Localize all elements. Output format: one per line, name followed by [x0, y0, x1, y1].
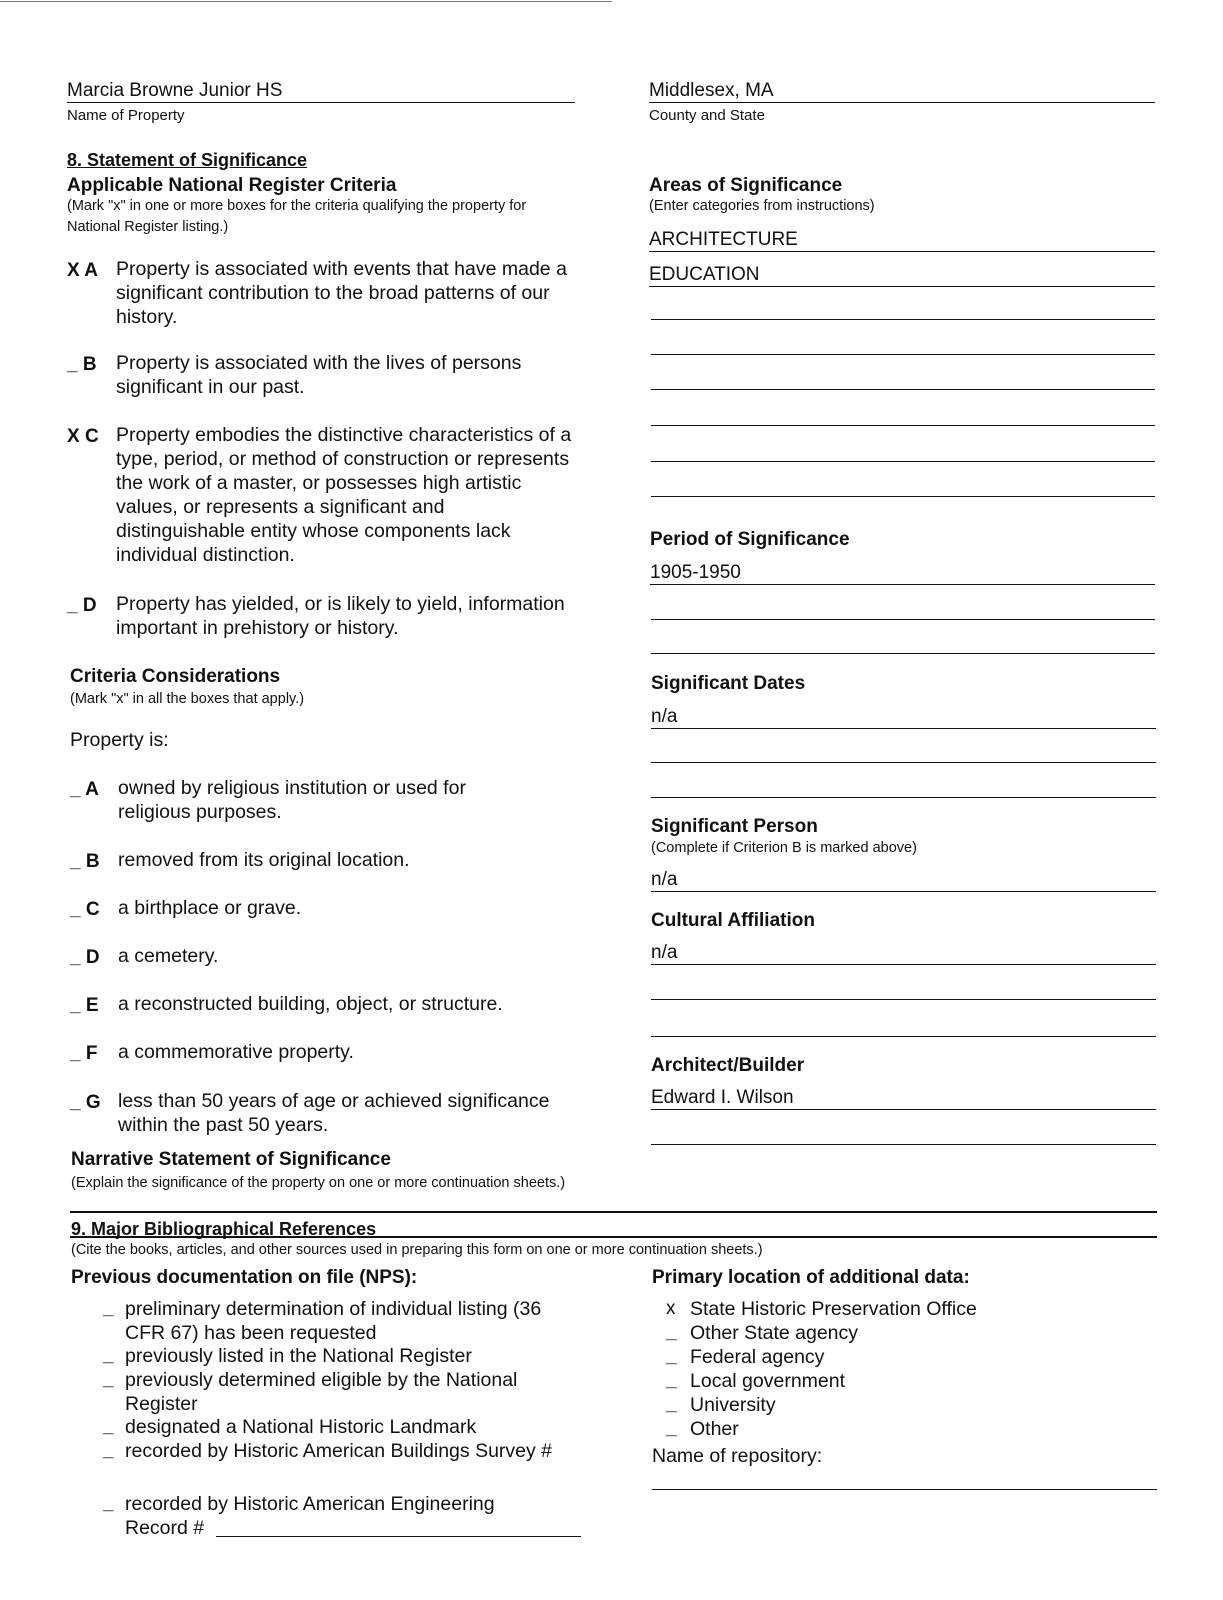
period-heading: Period of Significance: [650, 529, 850, 550]
architect-field-2[interactable]: [651, 1144, 1156, 1145]
criterion-c-text: Property embodies the distinctive characteristics of a type, period, or method of construction or represents the work of a master, or possesses high artistic values, or represents a significant and distinguishable entity whose components lack individual distinction.: [116, 424, 572, 566]
primary-item-6-mark[interactable]: _: [666, 1418, 677, 1439]
consideration-g-mark[interactable]: _ G: [70, 1092, 101, 1113]
period-field-1[interactable]: [650, 562, 1155, 585]
criterion-a-text: Property is associated with events that have made a significant contribution to the broad patterns of our history.: [116, 258, 567, 328]
primary-item-6-text: Other: [690, 1418, 739, 1440]
property-name-field[interactable]: [67, 80, 575, 103]
narrative-heading: Narrative Statement of Significance: [71, 1149, 391, 1170]
prev-item-3-mark[interactable]: _: [103, 1369, 114, 1390]
section-8-title: 8. Statement of Significance: [67, 150, 308, 170]
primary-item-1-mark[interactable]: x: [666, 1298, 676, 1319]
area-field-2[interactable]: [649, 264, 1155, 287]
criterion-a-mark[interactable]: X A: [67, 260, 98, 281]
prev-item-4-text: designated a National Historic Landmark: [125, 1416, 477, 1438]
consideration-c-mark[interactable]: _ C: [70, 899, 100, 920]
area-field-5[interactable]: [651, 389, 1155, 390]
cultural-heading: Cultural Affiliation: [651, 910, 815, 931]
scan-edge-line: [0, 1, 612, 2]
repository-field[interactable]: [652, 1489, 1157, 1490]
consideration-d-text: a cemetery.: [118, 945, 219, 967]
area-value-2: EDUCATION: [649, 264, 760, 285]
prev-item-6-mark[interactable]: _: [103, 1493, 114, 1514]
person-field[interactable]: [651, 869, 1156, 892]
consideration-a-text: owned by religious institution or used for religious purposes.: [118, 777, 466, 823]
architect-heading: Architect/Builder: [651, 1055, 805, 1076]
criteria-note: (Mark "x" in one or more boxes for the criteria qualifying the property for National Register listing.): [67, 198, 527, 235]
consideration-f-mark[interactable]: _ F: [70, 1043, 98, 1064]
person-heading: Significant Person: [651, 816, 818, 837]
dates-value: n/a: [651, 706, 678, 727]
areas-heading: Areas of Significance: [649, 175, 843, 196]
previous-documentation-heading: Previous documentation on file (NPS):: [71, 1267, 418, 1288]
area-field-8[interactable]: [651, 496, 1155, 497]
county-state-value: Middlesex, MA: [649, 80, 774, 101]
consideration-c-text: a birthplace or grave.: [118, 897, 302, 919]
area-field-4[interactable]: [651, 354, 1155, 355]
period-field-2[interactable]: [651, 619, 1155, 620]
prev-item-5-text: recorded by Historic American Buildings Survey #: [125, 1440, 553, 1462]
consideration-d-mark[interactable]: _ D: [70, 947, 100, 968]
considerations-note: (Mark "x" in all the boxes that apply.): [70, 691, 305, 707]
criteria-heading: Applicable National Register Criteria: [67, 175, 397, 196]
section-9-title: 9. Major Bibliographical References: [71, 1219, 377, 1239]
primary-item-2-mark[interactable]: _: [666, 1322, 677, 1343]
prev-item-1-mark[interactable]: _: [103, 1298, 114, 1319]
section-9-note: (Cite the books, articles, and other sources used in preparing this form on one or more continuation sheets.): [71, 1242, 763, 1258]
person-note: (Complete if Criterion B is marked above): [651, 840, 917, 856]
narrative-note: (Explain the significance of the property on one or more continuation sheets.): [71, 1175, 566, 1191]
primary-item-5-text: University: [690, 1394, 776, 1416]
prev-item-5-mark[interactable]: _: [103, 1440, 114, 1461]
primary-item-4-text: Local government: [690, 1370, 846, 1392]
county-state-caption: County and State: [649, 107, 765, 124]
cultural-field-1[interactable]: [651, 942, 1156, 965]
criterion-b-text: Property is associated with the lives of persons significant in our past.: [116, 352, 522, 398]
consideration-b-text: removed from its original location.: [118, 849, 410, 871]
primary-item-4-mark[interactable]: _: [666, 1370, 677, 1391]
period-field-3[interactable]: [651, 653, 1155, 654]
dates-field-2[interactable]: [651, 762, 1156, 763]
consideration-a-mark[interactable]: _ A: [70, 779, 99, 800]
consideration-b-mark[interactable]: _ B: [70, 851, 100, 872]
criterion-c-mark[interactable]: X C: [67, 426, 99, 447]
primary-item-3-mark[interactable]: _: [666, 1346, 677, 1367]
property-name-caption: Name of Property: [67, 107, 185, 124]
consideration-e-mark[interactable]: _ E: [70, 995, 99, 1016]
property-is-label: Property is:: [70, 729, 169, 751]
considerations-heading: Criteria Considerations: [70, 666, 281, 687]
criterion-b-mark[interactable]: _ B: [67, 354, 97, 375]
prev-item-4-mark[interactable]: _: [103, 1416, 114, 1437]
prev-item-1-text: preliminary determination of individual listing (36 CFR 67) has been requested: [125, 1298, 542, 1344]
section-divider-top: [70, 1211, 1157, 1213]
dates-heading: Significant Dates: [651, 673, 806, 694]
cultural-value: n/a: [651, 942, 678, 963]
primary-item-2-text: Other State agency: [690, 1322, 859, 1344]
prev-item-2-mark[interactable]: _: [103, 1345, 114, 1366]
area-field-7[interactable]: [651, 461, 1155, 462]
record-number-field[interactable]: [216, 1536, 581, 1537]
architect-field-1[interactable]: [651, 1087, 1156, 1110]
county-state-field[interactable]: [649, 80, 1155, 103]
criterion-d-text: Property has yielded, or is likely to yield, information important in prehistory or history.: [116, 593, 565, 639]
criterion-d-mark[interactable]: _ D: [67, 595, 97, 616]
cultural-field-2[interactable]: [651, 999, 1156, 1000]
area-field-3[interactable]: [651, 319, 1155, 320]
cultural-field-3[interactable]: [651, 1036, 1156, 1037]
consideration-f-text: a commemorative property.: [118, 1041, 354, 1063]
primary-item-1-text: State Historic Preservation Office: [690, 1298, 977, 1320]
prev-item-3-text: previously determined eligible by the National Register: [125, 1369, 518, 1415]
architect-value: Edward I. Wilson: [651, 1087, 794, 1108]
property-name-value: Marcia Browne Junior HS: [67, 80, 283, 101]
person-value: n/a: [651, 869, 678, 890]
primary-item-5-mark[interactable]: _: [666, 1394, 677, 1415]
prev-item-2-text: previously listed in the National Register: [125, 1345, 472, 1367]
consideration-e-text: a reconstructed building, object, or structure.: [118, 993, 503, 1015]
prev-item-6-text: recorded by Historic American Engineering Record #: [125, 1493, 495, 1539]
area-value-1: ARCHITECTURE: [649, 229, 798, 250]
consideration-g-text: less than 50 years of age or achieved significance within the past 50 years.: [118, 1090, 550, 1136]
dates-field-1[interactable]: [651, 706, 1156, 729]
repository-label: Name of repository:: [652, 1445, 823, 1467]
primary-item-3-text: Federal agency: [690, 1346, 825, 1368]
area-field-1[interactable]: [649, 229, 1155, 252]
period-value: 1905-1950: [650, 562, 741, 583]
primary-location-heading: Primary location of additional data:: [652, 1267, 970, 1288]
area-field-6[interactable]: [651, 425, 1155, 426]
areas-note: (Enter categories from instructions): [649, 198, 875, 214]
dates-field-3[interactable]: [651, 797, 1156, 798]
